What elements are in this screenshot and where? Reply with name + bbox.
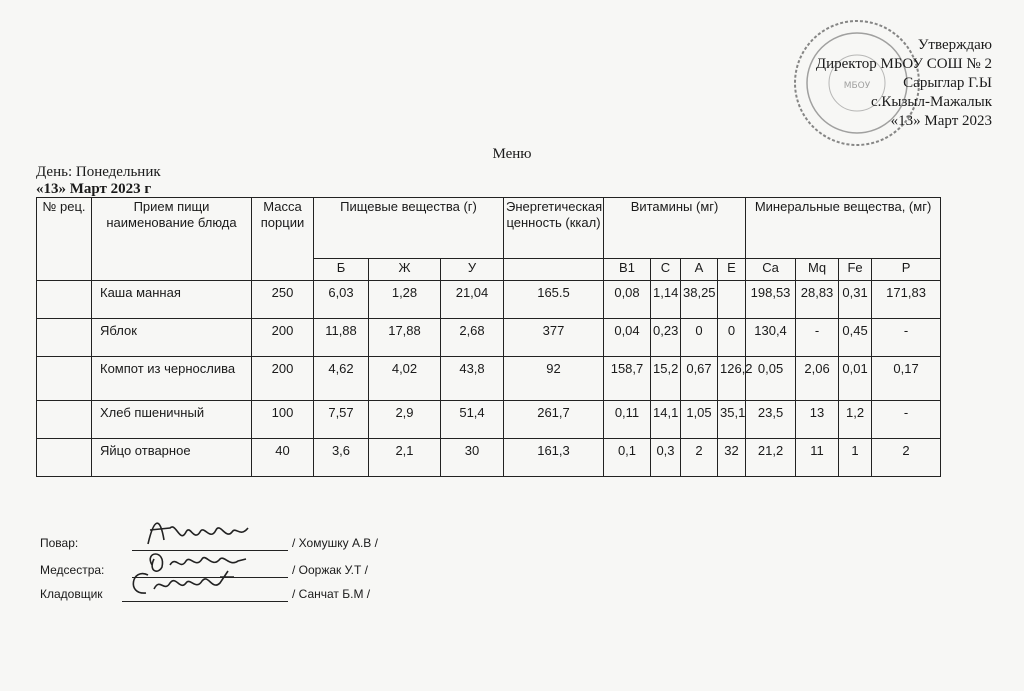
signature-name: / Хомушку А.В /	[292, 536, 378, 550]
subheader-cell: Ca	[746, 259, 796, 281]
subheader-cell: Б	[314, 259, 369, 281]
cell-rec	[37, 319, 92, 357]
table-row	[37, 281, 941, 319]
cell-b: 7,57	[314, 401, 369, 439]
subheader-cell: A	[681, 259, 718, 281]
cell-b: 11,88	[314, 319, 369, 357]
page-title: Меню	[492, 146, 532, 162]
subheader-cell	[504, 259, 604, 281]
cell-u: 2,68	[441, 319, 504, 357]
cell-b: 4,62	[314, 357, 369, 401]
table-row	[37, 401, 941, 439]
cell-mass: 200	[252, 319, 314, 357]
cell-c: 0,3	[651, 439, 681, 477]
subheader-cell: C	[651, 259, 681, 281]
cell-u: 30	[441, 439, 504, 477]
cell-mq: -	[796, 319, 839, 357]
cell-p: -	[872, 401, 941, 439]
storekeeper-signature-image	[124, 565, 254, 601]
approval-line: Сарыглар Г.Ы	[903, 75, 992, 91]
cell-ca: 130,4	[746, 319, 796, 357]
cell-ca: 198,53	[746, 281, 796, 319]
cell-rec	[37, 357, 92, 401]
cell-e: 32	[718, 439, 746, 477]
cell-mq: 2,06	[796, 357, 839, 401]
cell-fe: 0,45	[839, 319, 872, 357]
cell-b1: 158,7	[604, 357, 651, 401]
signature-role: Медсестра:	[40, 563, 105, 577]
cell-mq: 11	[796, 439, 839, 477]
signature-role: Кладовщик	[40, 587, 103, 601]
cell-ca: 21,2	[746, 439, 796, 477]
cell-energy: 161,3	[504, 439, 604, 477]
approval-line: Утверждаю	[917, 37, 992, 53]
header-meal: Прием пищи наименование блюда	[92, 198, 252, 281]
approval-line: «13» Март 2023	[890, 113, 992, 129]
cell-name: Хлеб пшеничный	[92, 401, 252, 439]
subheader-cell: E	[718, 259, 746, 281]
cell-mass: 250	[252, 281, 314, 319]
cell-b1: 0,04	[604, 319, 651, 357]
cell-mass: 40	[252, 439, 314, 477]
cell-p: 2	[872, 439, 941, 477]
cell-u: 43,8	[441, 357, 504, 401]
cell-fe: 1	[839, 439, 872, 477]
svg-text:МБОУ: МБОУ	[843, 81, 871, 91]
menu-table	[36, 197, 941, 477]
cell-b1: 0,08	[604, 281, 651, 319]
date-label: «13» Март 2023 г	[36, 181, 152, 197]
cell-e: 126,2	[718, 357, 746, 401]
cell-u: 51,4	[441, 401, 504, 439]
cell-mq: 13	[796, 401, 839, 439]
approval-line: Директор МБОУ СОШ № 2	[815, 56, 992, 72]
header-minerals: Минеральные вещества, (мг)	[746, 198, 941, 259]
cell-p: -	[872, 319, 941, 357]
cell-name: Компот из чернослива	[92, 357, 252, 401]
cell-zh: 2,1	[369, 439, 441, 477]
cell-ca: 23,5	[746, 401, 796, 439]
signature-role: Повар:	[40, 536, 79, 550]
signature-name: / Санчат Б.М /	[292, 587, 371, 601]
day-label: День: Понедельник	[36, 164, 161, 180]
cell-energy: 377	[504, 319, 604, 357]
cell-zh: 17,88	[369, 319, 441, 357]
header-mass: Масса порции	[252, 198, 314, 281]
cell-e	[718, 281, 746, 319]
cell-a: 38,25	[681, 281, 718, 319]
header-energy: Энергетическая ценность (ккал)	[504, 198, 604, 259]
cell-fe: 0,01	[839, 357, 872, 401]
signature-name: / Ооржак У.Т /	[292, 563, 368, 577]
subheader-cell: Fe	[839, 259, 872, 281]
cell-a: 0	[681, 319, 718, 357]
cell-b: 3,6	[314, 439, 369, 477]
table-row	[37, 357, 941, 401]
header-vitamins: Витамины (мг)	[604, 198, 746, 259]
cell-name: Яблок	[92, 319, 252, 357]
cell-b: 6,03	[314, 281, 369, 319]
cell-a: 2	[681, 439, 718, 477]
cell-mass: 200	[252, 357, 314, 401]
cell-c: 1,14	[651, 281, 681, 319]
approval-block	[772, 36, 992, 131]
subheader-cell: У	[441, 259, 504, 281]
cell-b1: 0,11	[604, 401, 651, 439]
header-rec-no: № рец.	[37, 198, 92, 281]
cell-name: Каша манная	[92, 281, 252, 319]
cell-mass: 100	[252, 401, 314, 439]
subheader-cell: Mq	[796, 259, 839, 281]
table-row	[37, 319, 941, 357]
cell-mq: 28,83	[796, 281, 839, 319]
cell-rec	[37, 439, 92, 477]
cell-fe: 0,31	[839, 281, 872, 319]
cell-c: 14,1	[651, 401, 681, 439]
cell-rec	[37, 281, 92, 319]
cell-zh: 1,28	[369, 281, 441, 319]
cell-zh: 2,9	[369, 401, 441, 439]
approval-line: с.Кызыл-Мажалык	[871, 94, 992, 110]
table-row	[37, 439, 941, 477]
cell-fe: 1,2	[839, 401, 872, 439]
cell-c: 15,2	[651, 357, 681, 401]
cell-a: 1,05	[681, 401, 718, 439]
cell-energy: 165.5	[504, 281, 604, 319]
cell-energy: 92	[504, 357, 604, 401]
subheader-cell: P	[872, 259, 941, 281]
cell-ca: 0,05	[746, 357, 796, 401]
cell-zh: 4,02	[369, 357, 441, 401]
subheader-cell: B1	[604, 259, 651, 281]
cell-c: 0,23	[651, 319, 681, 357]
cell-a: 0,67	[681, 357, 718, 401]
cell-e: 0	[718, 319, 746, 357]
cell-name: Яйцо отварное	[92, 439, 252, 477]
signature-line	[122, 601, 288, 602]
cell-rec	[37, 401, 92, 439]
cell-e: 35,1	[718, 401, 746, 439]
subheader-cell: Ж	[369, 259, 441, 281]
cell-b1: 0,1	[604, 439, 651, 477]
header-nutrients: Пищевые вещества (г)	[314, 198, 504, 259]
cell-energy: 261,7	[504, 401, 604, 439]
cell-u: 21,04	[441, 281, 504, 319]
cell-p: 171,83	[872, 281, 941, 319]
cell-p: 0,17	[872, 357, 941, 401]
